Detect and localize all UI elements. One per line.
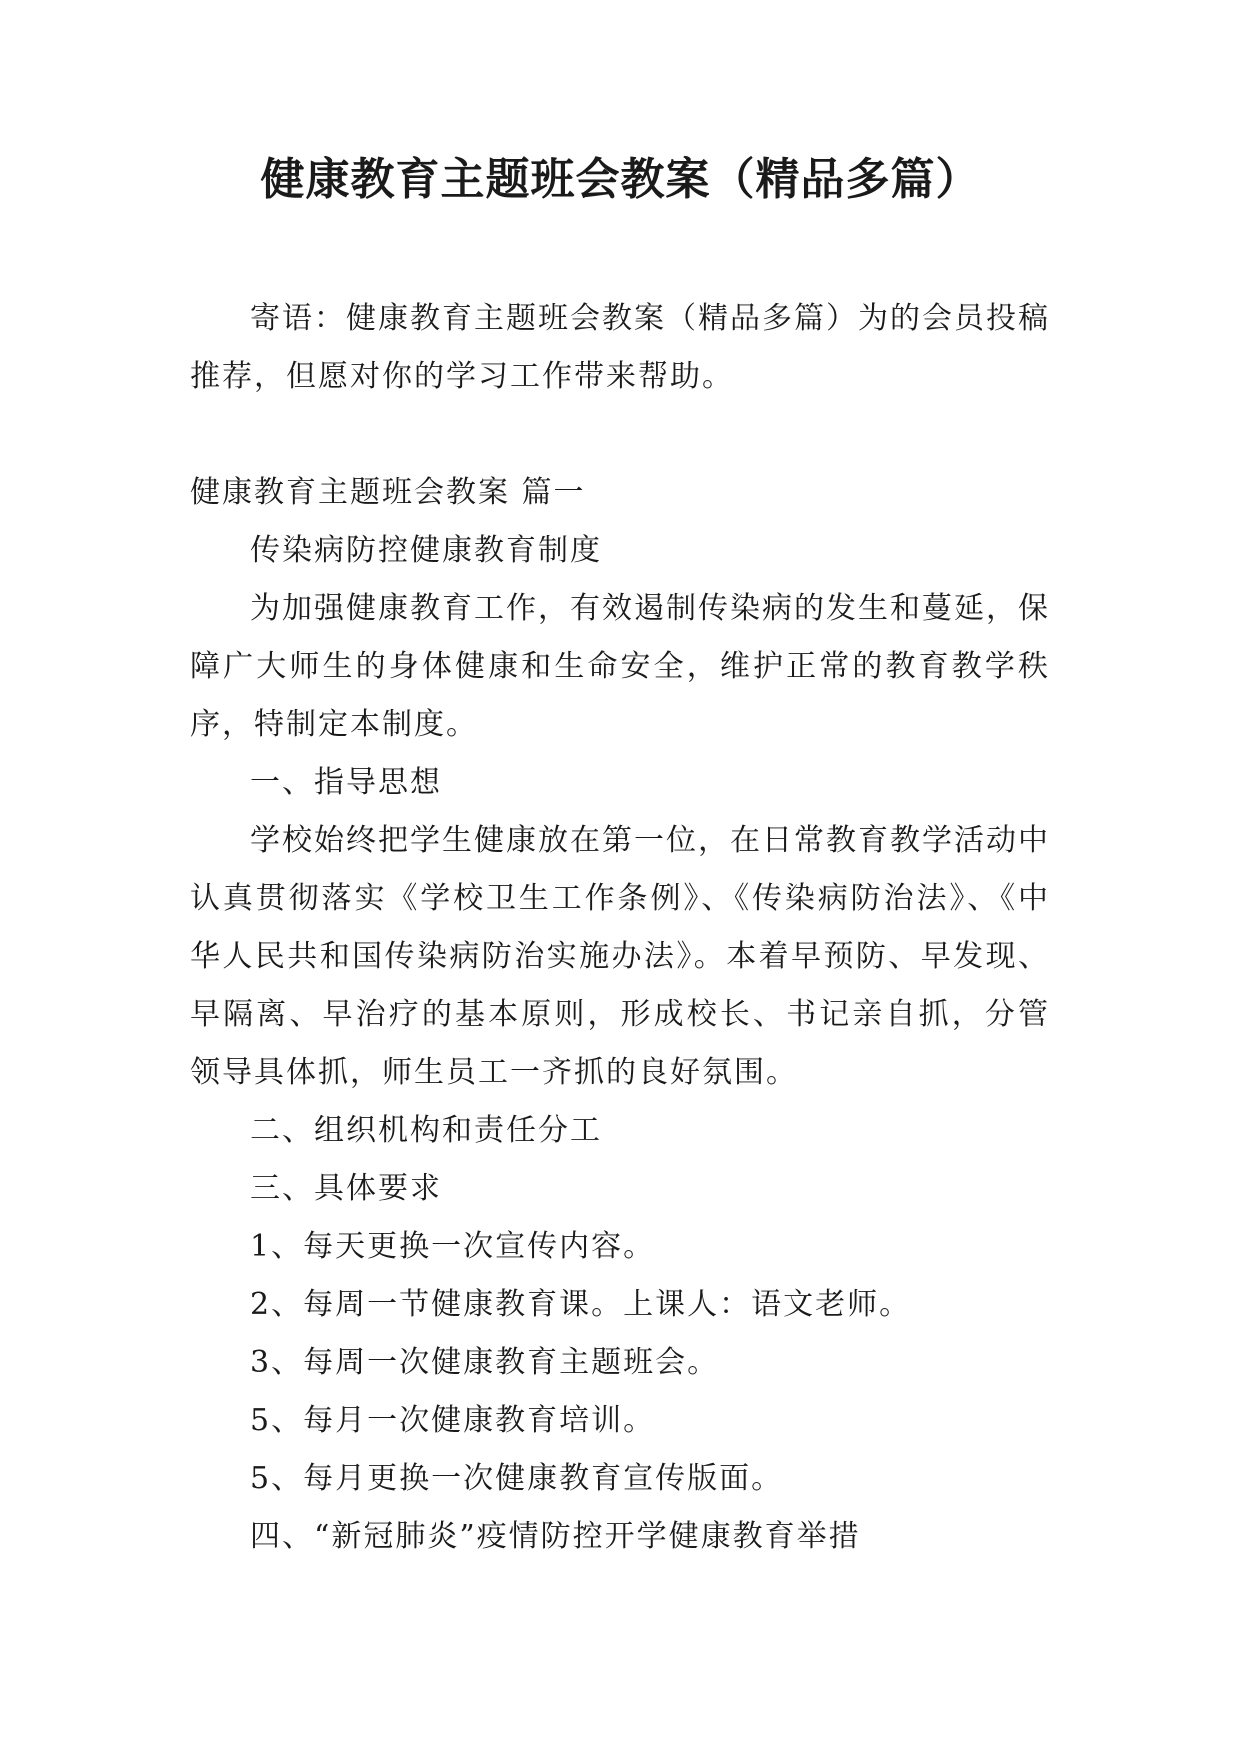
- heading-requirements: 三、具体要求: [250, 1171, 442, 1206]
- list-item: 5、每月一次健康教育培训。: [250, 1403, 656, 1438]
- heading-guiding-thought: 一、指导思想: [250, 765, 442, 800]
- heading-epidemic-measures: 四、“新冠肺炎”疫情防控开学健康教育举措: [250, 1519, 861, 1554]
- list-item: 1、每天更换一次宣传内容。: [250, 1229, 656, 1264]
- list-item: 3、每周一次健康教育主题班会。: [250, 1345, 720, 1380]
- list-item: 2、每周一节健康教育课。上课人：语文老师。: [250, 1287, 912, 1322]
- intro-paragraph: 寄语：健康教育主题班会教案（精品多篇）为的会员投稿推荐，但愿对你的学习工作带来帮助。: [190, 301, 1050, 394]
- document-title: 健康教育主题班会教案（精品多篇）: [260, 154, 981, 205]
- paragraph-guiding-thought: 学校始终把学生健康放在第一位，在日常教育教学活动中认真贯彻落实《学校卫生工作条例》、《传染病防治法》、《中华人民共和国传染病防治实施办法》。本着早预防、早发现、早隔离、早治疗的基本原则，形成校长、书记亲自抓，分管领导具体抓，师生员工一齐抓的良好氛围。: [190, 823, 1050, 1090]
- list-item: 5、每月更换一次健康教育宣传版面。: [250, 1461, 784, 1496]
- paragraph-purpose: 为加强健康教育工作，有效遏制传染病的发生和蔓延，保障广大师生的身体健康和生命安全，维护正常的教育教学秩序，特制定本制度。: [190, 591, 1050, 742]
- document-body: [190, 290, 1050, 1566]
- subtitle: 传染病防控健康教育制度: [250, 533, 602, 568]
- section-heading: 健康教育主题班会教案 篇一: [190, 475, 586, 510]
- heading-organization: 二、组织机构和责任分工: [250, 1113, 602, 1148]
